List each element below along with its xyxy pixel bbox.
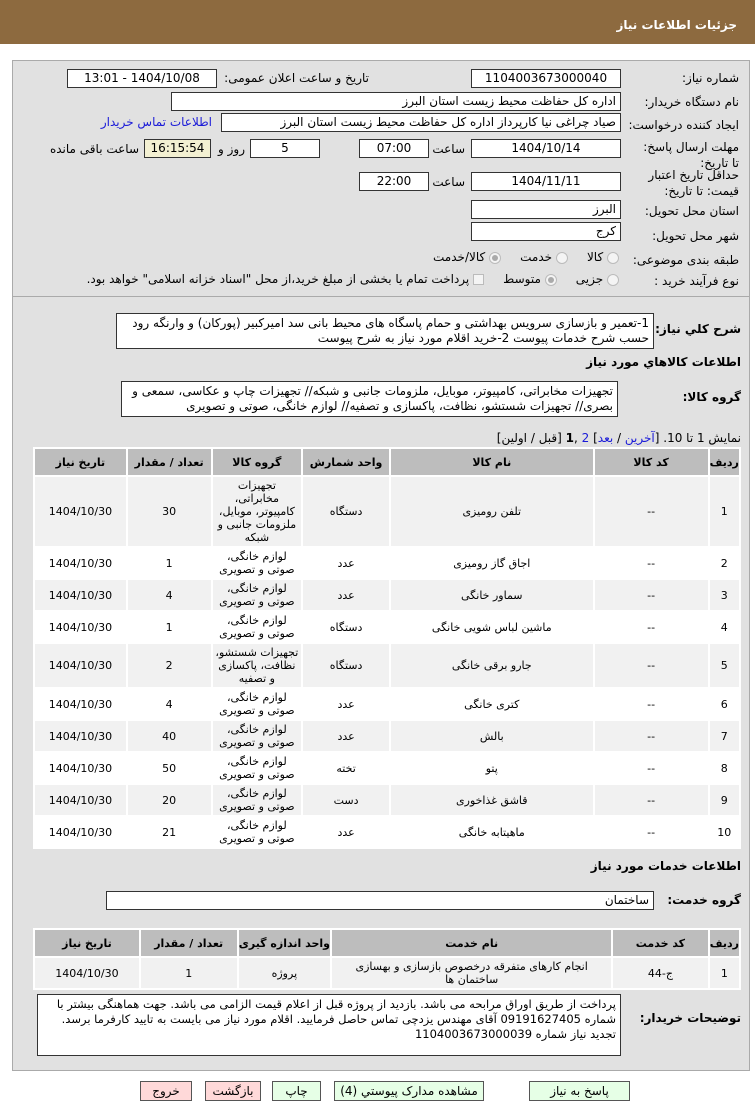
- goods-table: [33, 447, 741, 849]
- description-row: [21, 313, 741, 349]
- table-cell: لوازم خانگی، صوتی و تصویری: [213, 753, 302, 783]
- goods-group-textarea[interactable]: تجهیزات مخابراتی، کامپیوتر، موبایل، ملزومات جانبی و شبکه// تجهیزات چاپ و عکاسی، سمعی و بصری// تجهیزات شستشو، نظافت، پاکسازی و تصفیه// لوازم خانگی، صوتی و تصویری: [121, 381, 618, 417]
- column-header: تاریخ نیاز: [35, 449, 126, 475]
- column-header: نام کالا: [391, 449, 593, 475]
- table-cell: 3: [710, 580, 739, 610]
- creator-label: ایجاد کننده درخواست:: [628, 118, 739, 132]
- table-row: [35, 785, 739, 815]
- table-cell: تجهیزات مخابراتی، کامپیوتر، موبایل، ملزومات جانبی و شبکه: [213, 477, 302, 546]
- province-field[interactable]: البرز: [471, 200, 621, 219]
- table-cell: بالش: [391, 721, 593, 751]
- table-cell: 30: [128, 477, 211, 546]
- services-table-wrap: [21, 928, 741, 990]
- need-number-field[interactable]: 1104003673000040: [471, 69, 621, 88]
- province-label: استان محل تحویل:: [644, 204, 739, 218]
- paging-page-2[interactable]: 2: [581, 431, 590, 445]
- table-cell: --: [595, 689, 708, 719]
- table-cell: 1404/10/30: [35, 548, 126, 578]
- table-cell: 8: [710, 753, 739, 783]
- table-cell: 1404/10/30: [35, 477, 126, 546]
- deadline-date-field[interactable]: 1404/10/14: [471, 139, 621, 158]
- column-header: ردیف: [710, 449, 739, 475]
- table-cell: 1404/10/30: [35, 817, 126, 847]
- table-cell: سماور خانگی: [391, 580, 593, 610]
- table-cell: ج-44: [613, 958, 708, 988]
- paging-prefix: نمایش 1 تا 10. [: [654, 431, 741, 445]
- goods-group-label: گروه کالا:: [682, 390, 741, 404]
- table-cell: پتو: [391, 753, 593, 783]
- announce-field[interactable]: 1404/10/08 - 13:01: [67, 69, 217, 88]
- process-small-radio[interactable]: [607, 274, 619, 286]
- table-cell: تجهیزات شستشو، نظافت، پاکسازی و تصفیه: [213, 644, 302, 687]
- table-cell: عدد: [303, 689, 389, 719]
- table-cell: 9: [710, 785, 739, 815]
- table-cell: --: [595, 753, 708, 783]
- days-label: روز و: [218, 142, 245, 156]
- table-cell: جارو برقی خانگی: [391, 644, 593, 687]
- category-radio-group: [433, 250, 619, 264]
- table-cell: 1: [710, 958, 739, 988]
- services-table: [33, 928, 741, 990]
- table-row: [35, 612, 739, 642]
- table-cell: 4: [710, 612, 739, 642]
- service-group-row: [21, 891, 741, 910]
- goods-group-row: [21, 381, 741, 417]
- category-label: طبقه بندی موضوعی:: [632, 253, 739, 267]
- table-cell: 4: [128, 580, 211, 610]
- table-cell: لوازم خانگی، صوتی و تصویری: [213, 548, 302, 578]
- page-title: جزئیات اطلاعات نیاز: [616, 18, 737, 32]
- table-cell: 1404/10/30: [35, 580, 126, 610]
- paging-last-link[interactable]: آخرین: [624, 431, 655, 445]
- process-label: نوع فرآیند خرید :: [654, 274, 739, 288]
- validity-date-field[interactable]: 1404/11/11: [471, 172, 621, 191]
- table-cell: تلفن رومیزی: [391, 477, 593, 546]
- table-cell: عدد: [303, 721, 389, 751]
- column-header: تاریخ نیاز: [35, 930, 139, 956]
- table-cell: 1404/10/30: [35, 785, 126, 815]
- table-cell: انجام کارهای متفرقه درخصوص بازسازی و بهسازی ساختمان ها: [332, 958, 611, 988]
- table-cell: پروژه: [239, 958, 331, 988]
- table-row: [35, 753, 739, 783]
- table-cell: کتری خانگی: [391, 689, 593, 719]
- category-goods-service-label: کالا/خدمت: [433, 250, 486, 264]
- details-panel: [12, 297, 750, 1071]
- table-row: [35, 477, 739, 546]
- table-cell: --: [595, 644, 708, 687]
- table-cell: --: [595, 612, 708, 642]
- description-label: شرح کلي نياز:: [655, 322, 741, 336]
- table-cell: دستگاه: [303, 612, 389, 642]
- table-cell: 1404/10/30: [35, 644, 126, 687]
- table-cell: دستگاه: [303, 477, 389, 546]
- validity-time-field[interactable]: 22:00: [359, 172, 429, 191]
- table-cell: لوازم خانگی، صوتی و تصویری: [213, 580, 302, 610]
- buyer-label: نام دستگاه خریدار:: [644, 95, 739, 109]
- table-row: [35, 958, 739, 988]
- announce-label: تاریخ و ساعت اعلان عمومی:: [224, 71, 369, 85]
- main-info-panel: [12, 60, 750, 297]
- exit-button[interactable]: خروج: [140, 1081, 192, 1101]
- paging-mid: ]: [589, 431, 598, 445]
- goods-section-title: اطلاعات کالاهاي مورد نياز: [586, 355, 741, 369]
- table-cell: ماشین لباس شویی خانگی: [391, 612, 593, 642]
- table-row: [35, 644, 739, 687]
- remaining-time: 16:15:54: [144, 139, 211, 158]
- process-small-label: جزیی: [575, 272, 604, 286]
- table-cell: --: [595, 548, 708, 578]
- reply-button[interactable]: پاسخ به نیاز: [529, 1081, 630, 1101]
- paging-page-1-current: 1: [565, 431, 574, 445]
- buyer-field[interactable]: اداره کل حفاظت محیط زیست استان البرز: [171, 92, 621, 111]
- table-cell: 5: [710, 644, 739, 687]
- table-cell: 1404/10/30: [35, 753, 126, 783]
- table-row: [35, 689, 739, 719]
- paging-sep: /: [613, 431, 625, 445]
- category-goods-label: کالا: [586, 250, 604, 264]
- table-cell: 1: [141, 958, 237, 988]
- buyer-contact-link[interactable]: اطلاعات تماس خریدار: [100, 115, 212, 129]
- column-header: واحد شمارش: [303, 449, 389, 475]
- services-section-title: اطلاعات خدمات مورد نياز: [590, 859, 741, 873]
- buyer-notes-row: [21, 994, 741, 1056]
- process-medium-radio[interactable]: [545, 274, 557, 286]
- table-cell: --: [595, 785, 708, 815]
- table-cell: تخته: [303, 753, 389, 783]
- table-cell: عدد: [303, 817, 389, 847]
- page-header: [0, 0, 755, 44]
- category-service-radio[interactable]: [556, 252, 568, 264]
- table-cell: 1: [128, 612, 211, 642]
- back-button[interactable]: بازگشت: [205, 1081, 261, 1101]
- table-cell: 1404/10/30: [35, 689, 126, 719]
- column-header: تعداد / مقدار: [141, 930, 237, 956]
- attachments-button[interactable]: مشاهده مدارک پیوستي (4): [334, 1081, 484, 1101]
- process-radio-group: [87, 272, 619, 286]
- category-service-label: خدمت: [520, 250, 553, 264]
- table-cell: --: [595, 721, 708, 751]
- service-group-field[interactable]: ساختمان: [106, 891, 654, 910]
- city-label: شهر محل تحویل:: [652, 229, 739, 243]
- table-cell: 40: [128, 721, 211, 751]
- table-cell: لوازم خانگی، صوتی و تصویری: [213, 817, 302, 847]
- table-cell: لوازم خانگی، صوتی و تصویری: [213, 612, 302, 642]
- details-wrapper: [12, 297, 750, 1111]
- buyer-notes-textarea[interactable]: پرداخت از طریق اوراق مرابحه می باشد. بازدید از پروژه قبل از اعلام قیمت الزامی می باشد. جهت هماهنگی بیشتر با شماره 09191627405 آقای مهندس یزدچی تماس حاصل فرمایید. اقلام مورد نیاز می بایست به تایید کارفرما برسد. تجدید نیاز شماره 1104003673000039: [37, 994, 621, 1056]
- treasury-payment-checkbox[interactable]: [473, 274, 484, 285]
- table-cell: --: [595, 817, 708, 847]
- creator-field[interactable]: صیاد چراغی نیا کارپرداز اداره کل حفاظت محیط زیست استان البرز: [221, 113, 621, 132]
- category-goods-service-radio[interactable]: [489, 252, 501, 264]
- treasury-payment-label: پرداخت تمام یا بخشی از مبلغ خرید،از محل "اسناد خزانه اسلامی" خواهد بود.: [86, 272, 470, 286]
- table-cell: 1404/10/30: [35, 721, 126, 751]
- table-row: [35, 721, 739, 751]
- deadline-time-field[interactable]: 07:00: [359, 139, 429, 158]
- table-cell: 10: [710, 817, 739, 847]
- remaining-label: ساعت باقی مانده: [49, 142, 139, 156]
- table-row: [35, 548, 739, 578]
- table-cell: اجاق گاز رومیزی: [391, 548, 593, 578]
- table-cell: دستگاه: [303, 644, 389, 687]
- table-cell: 1: [710, 477, 739, 546]
- column-header: گروه کالا: [213, 449, 302, 475]
- column-header: ردیف: [710, 930, 739, 956]
- print-button[interactable]: چاپ: [272, 1081, 321, 1101]
- table-row: [35, 580, 739, 610]
- category-goods-radio[interactable]: [607, 252, 619, 264]
- table-cell: 2: [128, 644, 211, 687]
- deadline-time-label: ساعت: [432, 142, 465, 156]
- service-group-label: گروه خدمت:: [667, 893, 741, 907]
- column-header: نام خدمت: [332, 930, 611, 956]
- table-cell: 7: [710, 721, 739, 751]
- column-header: کد کالا: [595, 449, 708, 475]
- paging-next-link[interactable]: بعد: [597, 431, 614, 445]
- table-cell: 1404/10/30: [35, 958, 139, 988]
- pagination: [21, 431, 741, 445]
- table-cell: 1: [128, 548, 211, 578]
- table-cell: 1404/10/30: [35, 612, 126, 642]
- table-cell: دست: [303, 785, 389, 815]
- table-cell: --: [595, 477, 708, 546]
- table-cell: لوازم خانگی، صوتی و تصویری: [213, 721, 302, 751]
- need-number-label: شماره نیاز:: [682, 71, 739, 85]
- validity-label: حداقل تاریخ اعتبار قیمت: تا تاریخ:: [648, 168, 739, 198]
- paging-suffix: [قبل / اولین]: [496, 431, 566, 445]
- table-cell: ماهیتابه خانگی: [391, 817, 593, 847]
- table-cell: عدد: [303, 580, 389, 610]
- description-textarea[interactable]: 1-تعمیر و بازسازی سرویس بهداشتی و حمام پاسگاه های محیط بانی سد امیرکبیر (پورکان) و وارنگه رود حسب شرح خدمات پیوست 2-خرید اقلام مورد نیاز به شرح پیوست: [116, 313, 654, 349]
- table-cell: 2: [710, 548, 739, 578]
- table-cell: 21: [128, 817, 211, 847]
- buyer-notes-label: توضیحات خریدار:: [639, 1011, 741, 1025]
- button-row: [12, 1071, 750, 1111]
- deadline-label: مهلت ارسال پاسخ: تا تاریخ:: [643, 140, 739, 170]
- validity-time-label: ساعت: [432, 175, 465, 189]
- table-cell: 4: [128, 689, 211, 719]
- column-header: واحد اندازه گیری: [239, 930, 331, 956]
- table-cell: 6: [710, 689, 739, 719]
- days-field[interactable]: 5: [250, 139, 320, 158]
- table-cell: 50: [128, 753, 211, 783]
- table-cell: لوازم خانگی، صوتی و تصویری: [213, 785, 302, 815]
- table-cell: قاشق غذاخوری: [391, 785, 593, 815]
- table-cell: 20: [128, 785, 211, 815]
- column-header: تعداد / مقدار: [128, 449, 211, 475]
- table-cell: --: [595, 580, 708, 610]
- city-field[interactable]: کرج: [471, 222, 621, 241]
- table-cell: لوازم خانگی، صوتی و تصویری: [213, 689, 302, 719]
- table-cell: عدد: [303, 548, 389, 578]
- process-medium-label: متوسط: [503, 272, 541, 286]
- table-row: [35, 817, 739, 847]
- column-header: کد خدمت: [613, 930, 708, 956]
- paging-comma: ,: [574, 431, 582, 445]
